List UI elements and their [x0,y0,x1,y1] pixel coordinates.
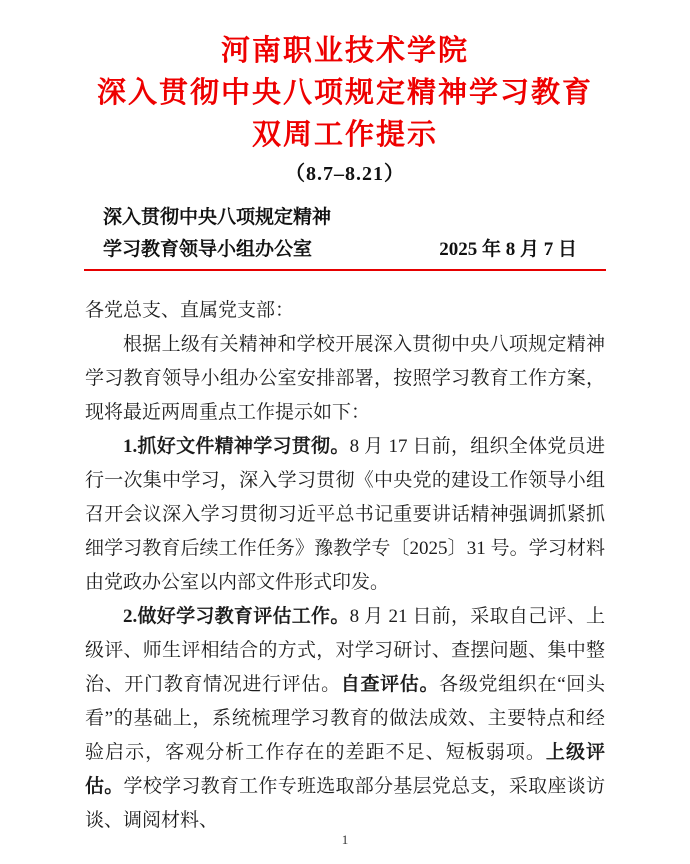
document-title [0,0,690,156]
salutation: 各党总支、直属党支部： [85,300,295,321]
body-paragraph: 1.抓好文件精神学习贯彻。8 月 17 日前，组织全体党员进行一次集中学习，深入学习贯彻《中央党的建设工作领导小组召开会议深入学习贯彻习近平总书记重要讲话精神强调抓紧抓细学习教育后续工作任务》豫教学专〔2025〕31 号。学习材料由党政办公室以内部文件形式印发。 [85,436,605,593]
title-line-1: 河南职业技术学院 [220,35,469,67]
title-line-3: 双周工作提示 [251,119,438,151]
sender-row [85,202,605,266]
title-line-2: 深入贯彻中央八项规定精神学习教育 [96,77,593,109]
sender-office-line-1: 深入贯彻中央八项规定精神 [103,207,332,228]
page-number: 1 [341,832,349,847]
sender-office [85,202,331,266]
red-divider-line [84,269,606,271]
document-body [85,294,605,838]
date-range: （8.7–8.21） [285,163,405,185]
document-body-paragraphs [85,328,605,838]
body-paragraph: 根据上级有关精神和学校开展深入贯彻中央八项规定精神学习教育领导小组办公室安排部署，按照学习教育工作方案，现将最近两周重点工作提示如下： [85,334,605,423]
body-paragraph: 2.做好学习教育评估工作。8 月 21 日前，采取自己评、上级评、师生评相结合的方式，对学习研讨、查摆问题、集中整治、开门教育情况进行评估。自查评估。各级党组织在“回头看”的基础上，系统梳理学习教育的做法成效、主要特点和经验启示，客观分析工作存在的差距不足、短板弱项。上级评估。学校学习教育工作专班选取部分基层党总支，采取座谈访谈、调阅材料、 [85,606,605,831]
issue-date: 2025 年 8 月 7 日 [439,239,577,260]
sender-office-line-2: 学习教育领导小组办公室 [103,239,313,260]
